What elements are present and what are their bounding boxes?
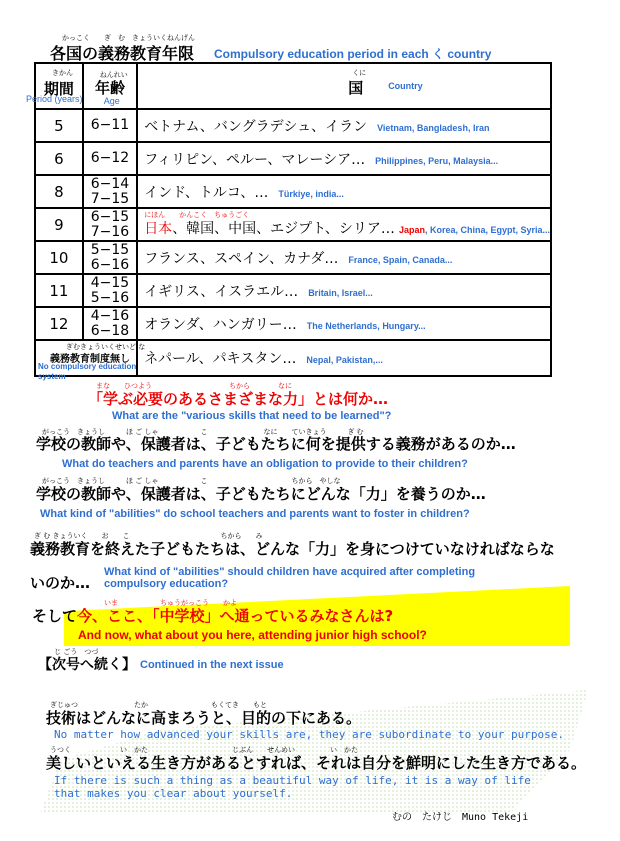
- country-en: Philippines, Peru, Malaysia...: [375, 155, 499, 166]
- period-cell: 6: [35, 142, 83, 175]
- country-en: Nepal, Pakistan,...: [306, 355, 383, 365]
- age-cell: [83, 307, 137, 340]
- header-age-ruby: ねんれい: [99, 71, 128, 79]
- age-range-1: 4−15: [90, 274, 130, 291]
- table-row: [35, 142, 551, 175]
- table-row: [35, 208, 551, 241]
- age-cell: [83, 241, 137, 274]
- country-cell: [137, 208, 551, 241]
- header-age: [83, 63, 137, 109]
- q5-en: And now, what about you here, attending junior high school?: [78, 628, 427, 642]
- country-jp: ネパール、パキスタン…: [144, 351, 297, 367]
- country-en: Britain, Israel...: [308, 287, 373, 298]
- q2-ruby: がっこう きょうし ほ ご しゃ こ なに ていきょう ぎ む: [42, 428, 364, 436]
- page-title-en: Compulsory education period in each く country: [214, 47, 492, 61]
- header-country-ruby: くに: [352, 69, 367, 77]
- q2-en: What do teachers and parents have an obligation to provide to their children?: [62, 458, 468, 470]
- period-cell: 9: [35, 208, 83, 241]
- period-cell: 5: [35, 109, 83, 142]
- table-row: [35, 340, 551, 376]
- period-cell: 12: [35, 307, 83, 340]
- header-period-label: 期間: [43, 79, 74, 98]
- country-en: Türkiye, india...: [278, 188, 344, 199]
- country-cell: [137, 109, 551, 142]
- table-header-row: [35, 63, 551, 109]
- q1-jp: 「学ぶ必要のあるさまざまな力」とは何か…: [88, 390, 389, 408]
- header-period-en: Period (years): [26, 94, 83, 104]
- title-ruby: かっこく ぎ む きょういくねんげん: [62, 34, 195, 42]
- q3-jp: 学校の教師や、保護者は、子どもたちにどんな「力」を養うのか…: [36, 485, 486, 503]
- country-cell: [137, 142, 551, 175]
- compulsory-education-table: [26, 62, 552, 381]
- table-row: [35, 241, 551, 274]
- page-title: 各国の義務教育年限: [50, 44, 195, 63]
- country-en-japan: Japan: [398, 224, 425, 235]
- table-row: [35, 274, 551, 307]
- country-jp-japan: 日本: [144, 220, 173, 237]
- period-cell: 10: [35, 241, 83, 274]
- country-jp: インド、トルコ、…: [144, 184, 269, 201]
- table-row: [35, 307, 551, 340]
- quote2-ruby: うつく い かた じぶん せんめい い かた: [50, 746, 358, 754]
- no-system-en: No compulsory education system: [38, 362, 137, 381]
- age-range-2: 6−16: [90, 256, 130, 273]
- country-jp: フランス、スペイン、カナダ…: [144, 250, 339, 267]
- age-range-2: 6−18: [90, 322, 130, 339]
- q2-jp: 学校の教師や、保護者は、子どもたちに何を提供する義務があるのか…: [36, 435, 516, 453]
- quote1-jp: 技術はどんなに高まろうと、目的の下にある。: [46, 709, 362, 727]
- no-system-jp: 義務教育制度無し: [50, 354, 130, 365]
- country-en: The Netherlands, Hungary...: [306, 320, 426, 331]
- q4-ruby: ぎ む きょういく お こ ちから み: [34, 532, 263, 540]
- q5-jp: [32, 605, 393, 626]
- country-jp: イギリス、イスラエル…: [144, 283, 299, 300]
- country-ruby: にほん かんこく ちゅうごく: [144, 211, 250, 219]
- q1-en: What are the "various skills that need to be learned"?: [112, 410, 392, 422]
- age-range-1: 4−16: [90, 307, 130, 324]
- header-age-en: Age: [103, 96, 120, 106]
- next-ruby: じ ごう つづ: [54, 648, 99, 656]
- country-cell: [137, 241, 551, 274]
- header-age-label: 年齢: [94, 78, 125, 97]
- header-period: [26, 63, 83, 109]
- age-range-2: 7−15: [90, 190, 130, 207]
- age-cell: 6−12: [83, 142, 137, 175]
- country-jp: 、韓国、中国、エジプト、シリア…: [172, 220, 395, 237]
- age-range-1: 6−14: [90, 175, 130, 192]
- quote1-ruby: ぎじゅつ たか もくてき もと: [50, 701, 267, 709]
- q1-ruby: まな ひつよう ちから なに: [96, 382, 292, 390]
- country-jp: ベトナム、バングラデシュ、イラン: [144, 118, 368, 135]
- country-cell: [137, 175, 551, 208]
- q4-jp-line2: いのか…: [30, 574, 91, 592]
- q5-jp-black: そして: [32, 607, 78, 625]
- age-cell: [83, 175, 137, 208]
- no-system-cell: [35, 340, 146, 381]
- country-cell: [137, 274, 551, 307]
- country-en: , Korea, China, Egypt, Syria...: [424, 224, 550, 235]
- country-en: Vietnam, Bangladesh, Iran: [377, 122, 490, 133]
- next-jp: 【次号へ続く】: [38, 657, 136, 673]
- q3-ruby: がっこう きょうし ほ ご しゃ こ ちから やしな: [42, 477, 341, 485]
- country-en: France, Spain, Canada...: [348, 254, 453, 265]
- period-cell: 8: [35, 175, 83, 208]
- quote2-en: If there is such a thing as a beautiful way of life, it is a way of life that makes you clear about yourself.: [54, 774, 531, 800]
- no-system-ruby: ぎむきょういくせいど な: [66, 343, 146, 351]
- q5-ruby: いま ちゅうがっこう かよ: [104, 599, 237, 607]
- age-range-1: 5−15: [90, 241, 130, 258]
- q3-en: What kind of "abilities" do school teachers and parents want to foster in children?: [40, 508, 470, 520]
- country-jp: フィリピン、ペルー、マレーシア…: [144, 151, 366, 168]
- q4-jp-line1: 義務教育を終えた子どもたちは、どんな「力」を身につけていなければならな: [30, 540, 555, 558]
- age-range-1: 6−15: [90, 208, 130, 225]
- age-range-2: 5−16: [90, 289, 130, 306]
- header-country: [137, 63, 551, 109]
- header-country-label: 国: [348, 79, 364, 97]
- age-cell: [83, 274, 137, 307]
- next-en: Continued in the next issue: [140, 659, 284, 671]
- age-range-2: 7−16: [90, 223, 130, 240]
- header-country-en: Country: [388, 81, 423, 91]
- country-cell: [137, 340, 551, 376]
- quote1-en: No matter how advanced your skills are, they are subordinate to your purpose.: [54, 728, 564, 741]
- country-cell: [137, 307, 551, 340]
- age-cell: [83, 208, 137, 241]
- header-period-ruby: きかん: [52, 69, 73, 77]
- period-cell: 11: [35, 274, 83, 307]
- quote2-jp: 美しいといえる生き方があるとすれば、それは自分を鮮明にした生き方である。: [46, 754, 587, 772]
- q5-jp-red: 今、ここ、「中学校」へ通っているみなさんは?: [77, 607, 394, 625]
- country-jp: オランダ、ハンガリー…: [144, 316, 297, 333]
- table-row: [35, 175, 551, 208]
- table-row: [35, 109, 551, 142]
- q4-en: What kind of "abilities" should children have acquired after completing compulsory education?: [104, 566, 476, 590]
- age-cell: 6−11: [83, 109, 137, 142]
- author: むの たけじ Muno Tekeji: [392, 812, 529, 823]
